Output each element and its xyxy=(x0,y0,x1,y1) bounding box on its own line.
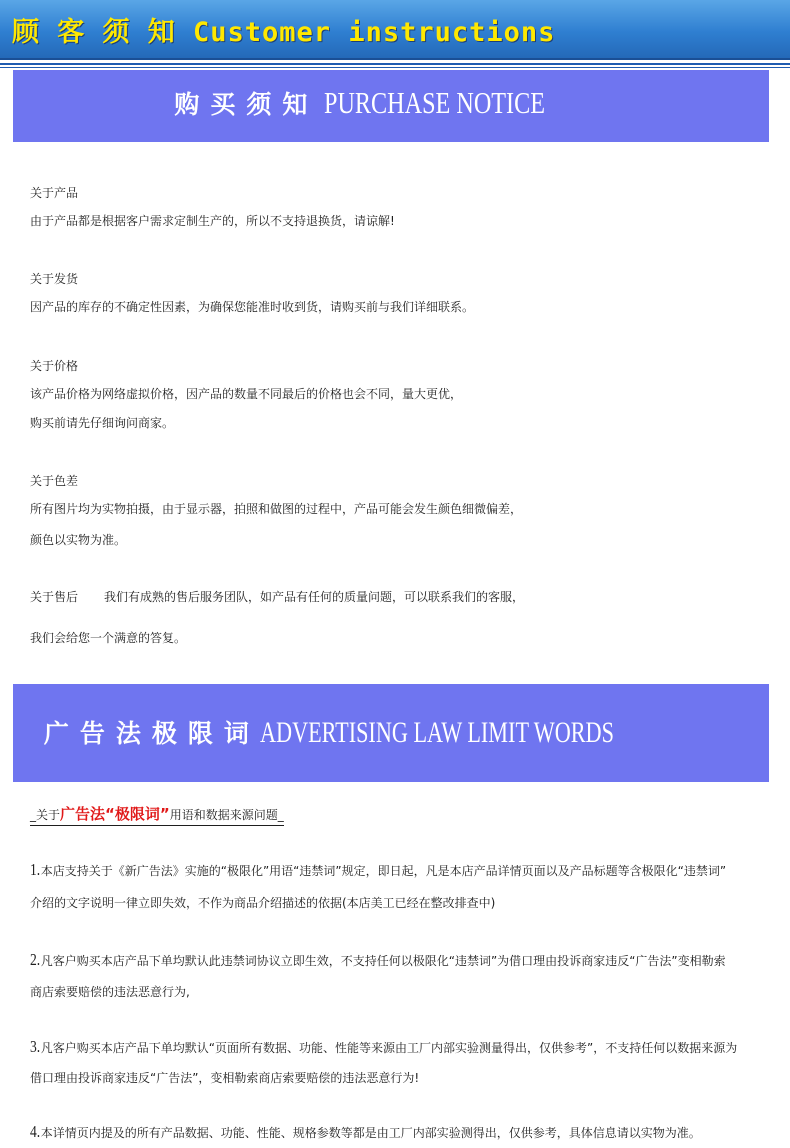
purchase-notice-title-en: PURCHASE NOTICE xyxy=(324,85,546,120)
advertising-law-banner xyxy=(13,684,769,782)
ad-item-4-number: 4. xyxy=(30,1122,41,1141)
page-header xyxy=(0,0,790,60)
ad-item-3-line-1: 3.凡客户购买本店产品下单均默认“页面所有数据、功能、性能等来源由工厂内部实验测量得出，仅供参考”，不支持任何以数据来源为 xyxy=(30,1037,738,1056)
advertising-intro-suffix: 用语和数据来源问题_ xyxy=(169,808,284,822)
ad-item-2-number: 2. xyxy=(30,950,41,969)
section-text-after-sales-2: 我们会给您一个满意的答复。 xyxy=(30,631,187,645)
section-title-product: 关于产品 xyxy=(30,186,79,200)
ad-item-1-line-2: 介绍的文字说明一律立即失效，不作为商品介绍描述的依据(本店美工已经在整改排查中) xyxy=(30,896,496,910)
advertising-intro xyxy=(30,803,284,826)
section-title-price: 关于价格 xyxy=(30,359,79,373)
ad-item-2-line-1: 2.凡客户购买本店产品下单均默认此违禁词协议立即生效，不支持任何以极限化“违禁词”为借口理由投诉商家违反“广告法”变相勒索 xyxy=(30,950,726,969)
section-text-after-sales-1: 我们有成熟的售后服务团队，如产品有任何的质量问题，可以联系我们的客服， xyxy=(104,590,525,604)
ad-item-3-number: 3. xyxy=(30,1037,41,1056)
section-text-color-1: 所有图片均为实物拍摄，由于显示器，拍照和做图的过程中，产品可能会发生颜色细微偏差， xyxy=(30,502,523,516)
advertising-law-title-cn: 广告法极限词 xyxy=(43,719,260,748)
section-title-color: 关于色差 xyxy=(30,474,79,488)
section-text-price-1: 该产品价格为网络虚拟价格，因产品的数量不同最后的价格也会不同，量大更优， xyxy=(30,387,463,401)
ad-item-3-line-2: 借口理由投诉商家违反“广告法”，变相勒索商店索要赔偿的违法恶意行为! xyxy=(30,1071,420,1085)
section-title-shipping: 关于发货 xyxy=(30,272,79,286)
advertising-intro-highlight: 广告法“极限词” xyxy=(60,805,170,823)
section-text-color-2: 颜色以实物为准。 xyxy=(30,533,127,547)
advertising-law-title-en: ADVERTISING LAW LIMIT WORDS xyxy=(259,716,614,749)
ad-item-4-line-1: 4.本详情页内提及的所有产品数据、功能、性能、规格参数等都是由工厂内部实验测得出，仅供参考，具体信息请以实物为准。 xyxy=(30,1122,701,1141)
ad-item-1-line-1: 1.本店支持关于《新广告法》实施的“极限化”用语“违禁词”规定，即日起，凡是本店产品详情页面以及产品标题等含极限化“违禁词” xyxy=(30,860,727,879)
advertising-intro-prefix: _关于 xyxy=(30,808,61,822)
section-title-after-sales: 关于售后 xyxy=(30,590,79,604)
section-text-product-1: 由于产品都是根据客户需求定制生产的，所以不支持退换货，请谅解! xyxy=(30,214,395,228)
header-divider-thin xyxy=(0,67,790,68)
ad-item-2-line-2: 商店索要赔偿的违法恶意行为, xyxy=(30,985,190,999)
advertising-law-title xyxy=(13,714,769,750)
purchase-notice-banner xyxy=(13,70,769,142)
header-title: 顾 客 须 知 Customer instructions xyxy=(12,17,556,48)
purchase-notice-title-cn: 购买须知 xyxy=(174,90,319,119)
header-divider xyxy=(0,63,790,65)
ad-item-1-number: 1. xyxy=(30,860,41,879)
section-text-price-2: 购买前请先仔细询问商家。 xyxy=(30,416,175,430)
purchase-notice-title xyxy=(13,85,769,121)
section-text-shipping-1: 因产品的库存的不确定性因素，为确保您能准时收到货，请购买前与我们详细联系。 xyxy=(30,300,475,314)
